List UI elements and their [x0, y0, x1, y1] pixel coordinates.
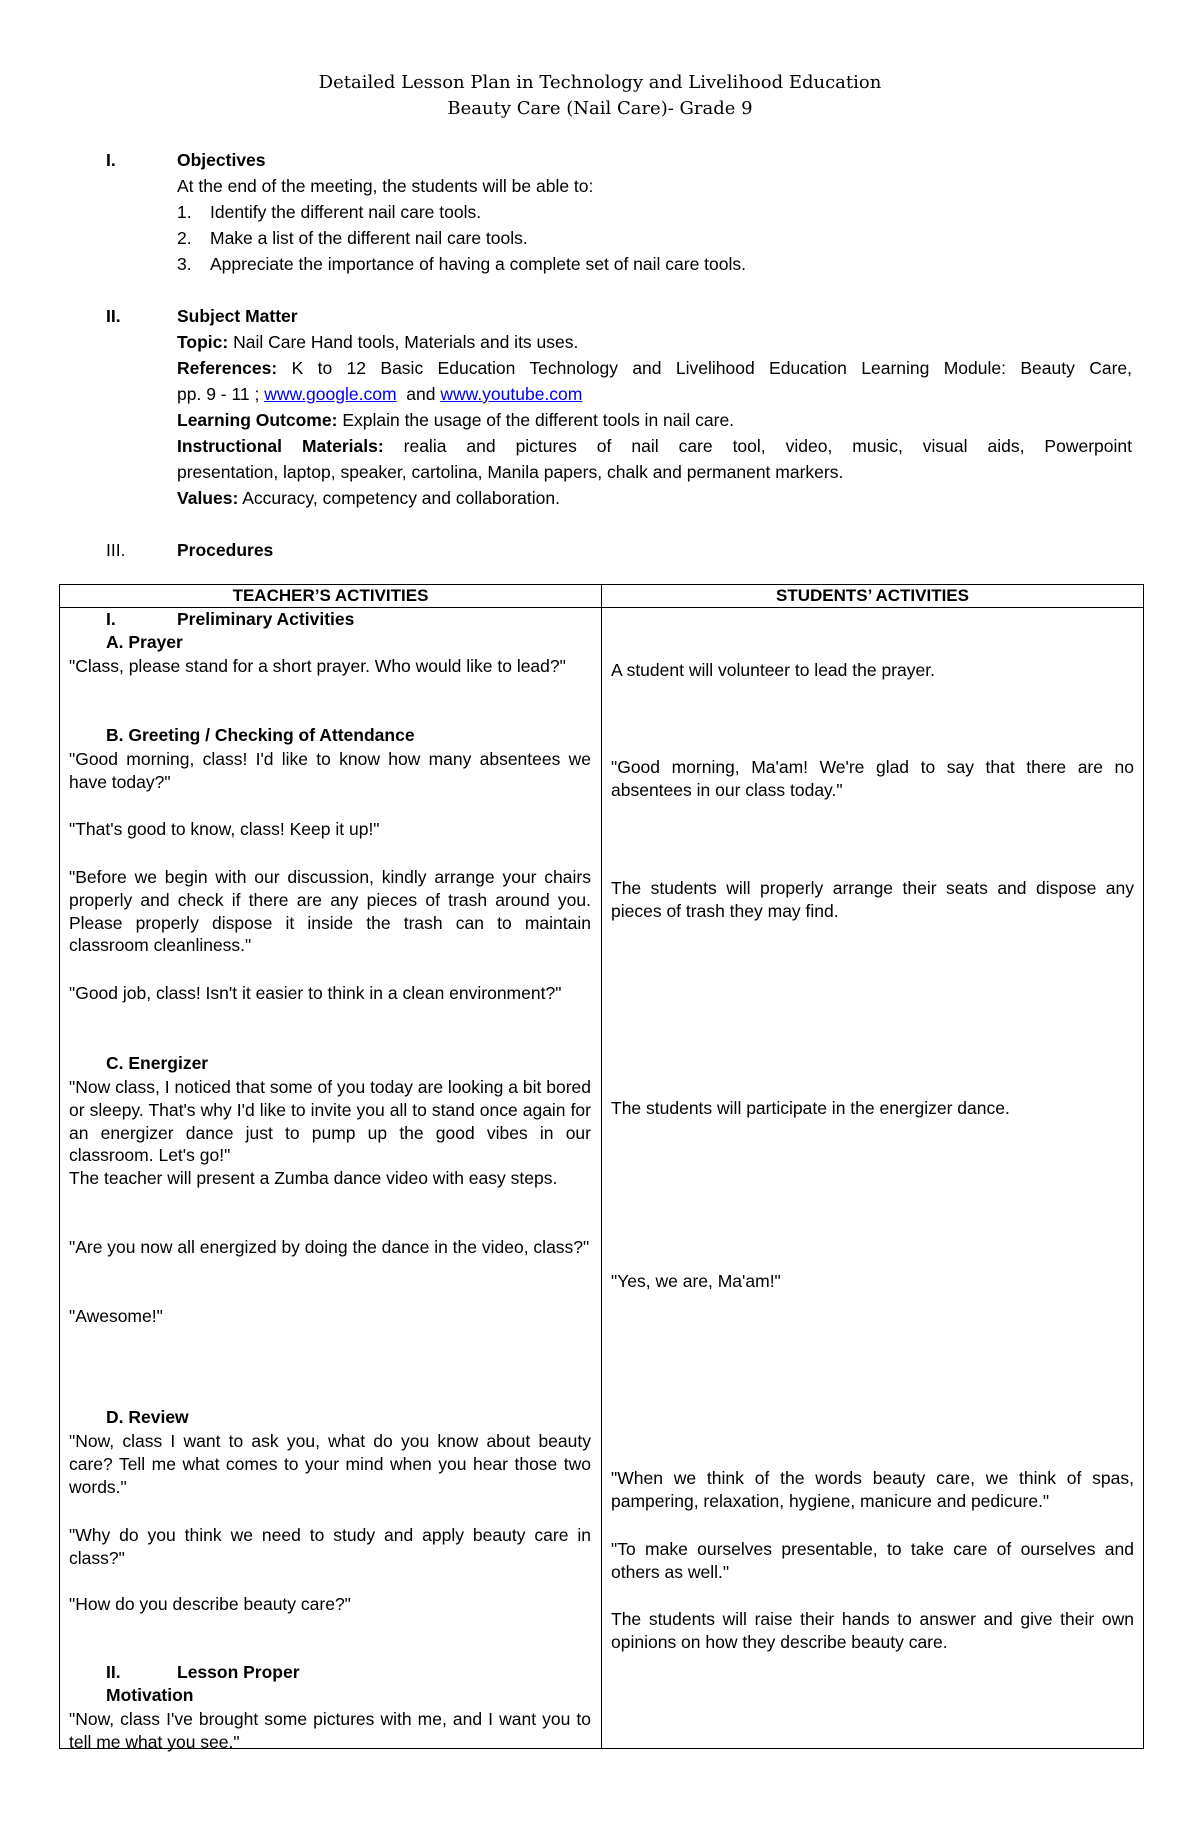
- section-heading: Procedures: [177, 540, 274, 560]
- keepup-teacher-text: "That's good to know, class! Keep it up!": [69, 819, 380, 839]
- lesson-proper-number: II.: [106, 1662, 121, 1682]
- energizer-student-text: The students will participate in the energizer dance.: [611, 1098, 1010, 1118]
- lesson-proper-heading: Lesson Proper: [177, 1662, 300, 1682]
- objective-item: 1. Identify the different nail care tools.: [177, 202, 482, 222]
- objectives-intro: At the end of the meeting, the students will be able to:: [177, 176, 594, 196]
- prayer-heading: A. Prayer: [106, 632, 183, 652]
- google-link[interactable]: www.google.com: [264, 384, 397, 404]
- references-line: References: K to 12 Basic Education Technology and Livelihood Education Learning Module: Beauty Care,: [177, 358, 1132, 378]
- why-teacher-text: "Why do you think we need to study and apply beauty care in class?": [69, 1525, 591, 1568]
- section-heading: Objectives: [177, 150, 266, 170]
- references-links-line: pp. 9 - 11 ; www.google.com and www.youtube.com: [177, 384, 583, 404]
- greeting-student-text: "Good morning, Ma'am! We're glad to say that there are no absentees in our class today.": [611, 757, 1134, 800]
- topic-line: Topic: Nail Care Hand tools, Materials and its uses.: [177, 332, 579, 352]
- greeting-heading: B. Greeting / Checking of Attendance: [106, 725, 415, 745]
- energized-teacher-text: "Are you now all energized by doing the dance in the video, class?": [69, 1237, 590, 1257]
- section-heading: Subject Matter: [177, 306, 298, 326]
- describe-student-text: The students will raise their hands to answer and give their own opinions on how they describe beauty care.: [611, 1609, 1134, 1652]
- describe-teacher-text: "How do you describe beauty care?": [69, 1594, 351, 1614]
- materials-line: Instructional Materials: realia and pictures of nail care tool, video, music, visual aids, Powerpoint: [177, 436, 1132, 456]
- arrange-student-text: The students will properly arrange their seats and dispose any pieces of trash they may find.: [611, 878, 1134, 921]
- energized-student-text: "Yes, we are, Ma'am!": [611, 1271, 781, 1291]
- motivation-heading: Motivation: [106, 1685, 194, 1705]
- prayer-student-text: A student will volunteer to lead the prayer.: [611, 660, 935, 680]
- values-line: Values: Accuracy, competency and collaboration.: [177, 488, 560, 508]
- why-student-text: "To make ourselves presentable, to take care of ourselves and others as well.": [611, 1539, 1134, 1582]
- section-number: III.: [106, 540, 126, 560]
- objective-item: 3. Appreciate the importance of having a complete set of nail care tools.: [177, 254, 746, 274]
- header-divider: [60, 607, 1143, 608]
- review-teacher-text: "Now, class I want to ask you, what do you know about beauty care? Tell me what comes to your mind when you hear those two words.": [69, 1431, 591, 1497]
- objective-item: 2. Make a list of the different nail care tools.: [177, 228, 528, 248]
- energizer-teacher-text: "Now class, I noticed that some of you today are looking a bit bored or sleepy. That's why I'd like to invite you all to stand once again for an energizer dance just to pump up the good vibes in our classroom. Let's go!": [69, 1077, 591, 1166]
- students-column-header: STUDENTS’ ACTIVITIES: [775, 586, 969, 605]
- section-number: I.: [106, 150, 116, 170]
- review-heading: D. Review: [106, 1407, 189, 1427]
- document-title: Detailed Lesson Plan in Technology and Livelihood Education: [318, 72, 882, 93]
- section-number: II.: [106, 306, 121, 326]
- materials-line-2: presentation, laptop, speaker, cartolina, Manila papers, chalk and permanent markers.: [177, 462, 844, 482]
- document-subtitle: Beauty Care (Nail Care)- Grade 9: [447, 98, 753, 119]
- goodjob-teacher-text: "Good job, class! Isn't it easier to think in a clean environment?": [69, 983, 562, 1003]
- preliminary-heading: Preliminary Activities: [177, 609, 355, 629]
- energizer-teacher-note: The teacher will present a Zumba dance video with easy steps.: [69, 1168, 558, 1188]
- preliminary-number: I.: [106, 609, 116, 629]
- learning-outcome-line: Learning Outcome: Explain the usage of the different tools in nail care.: [177, 410, 735, 430]
- energizer-heading: C. Energizer: [106, 1053, 209, 1073]
- prayer-teacher-text: "Class, please stand for a short prayer. Who would like to lead?": [69, 656, 566, 676]
- awesome-teacher-text: "Awesome!": [69, 1306, 163, 1326]
- youtube-link[interactable]: www.youtube.com: [440, 384, 583, 404]
- teacher-column-header: TEACHER’S ACTIVITIES: [232, 586, 429, 605]
- procedures-table: [59, 584, 1144, 1752]
- greeting-teacher-text: "Good morning, class! I'd like to know how many absentees we have today?": [69, 749, 591, 792]
- column-divider: [601, 585, 602, 1748]
- review-student-text: "When we think of the words beauty care, we think of spas, pampering, relaxation, hygiene, manicure and pedicure.": [611, 1468, 1134, 1511]
- arrange-teacher-text: "Before we begin with our discussion, kindly arrange your chairs properly and check if there are any pieces of trash around you. Please properly dispose it inside the trash can to maintain classroom cleanliness.": [69, 867, 591, 956]
- motivation-teacher-text: "Now, class I've brought some pictures with me, and I want you to tell me what you see.": [69, 1709, 591, 1752]
